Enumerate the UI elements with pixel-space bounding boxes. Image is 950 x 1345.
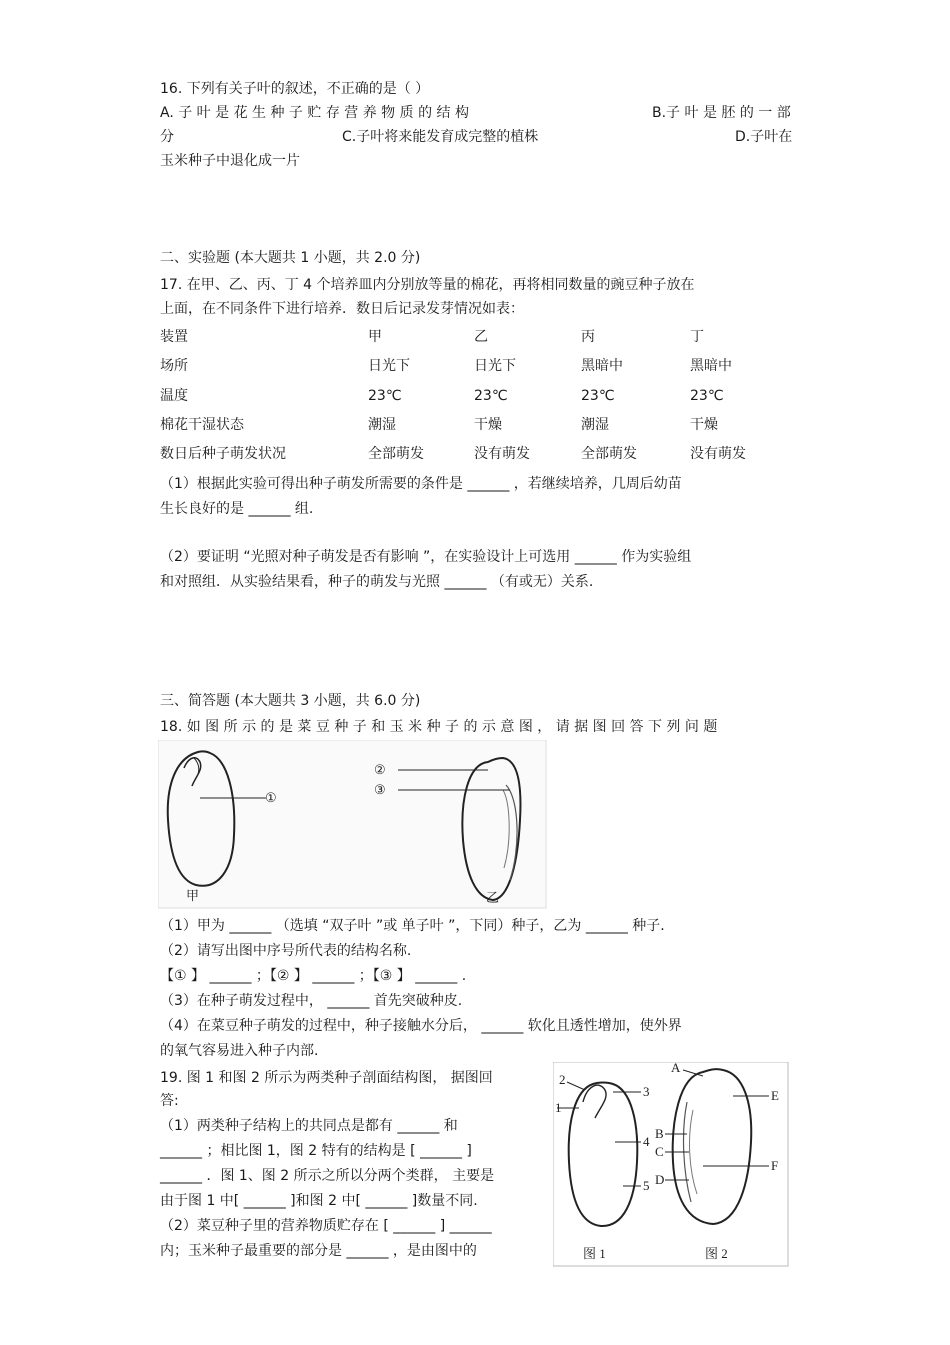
q16-option-d-continued: 玉米种子中退化成一片	[160, 153, 300, 169]
figure-frame	[553, 1062, 788, 1266]
label-2: 2	[559, 1072, 566, 1087]
table-cell: 干燥	[474, 417, 502, 433]
q19-line-1: 19. 图 1 和图 2 所示为两类种子剖面结构图， 据图回	[160, 1070, 493, 1086]
q17-part-2-line-2: 和对照组．从实验结果看，种子的萌发与光照 ______ （有或无）关系.	[160, 574, 594, 590]
caption-figure-2: 图 2	[705, 1246, 728, 1261]
table-cell: 装置	[160, 329, 188, 345]
table-cell: 潮湿	[368, 417, 396, 433]
q18-part-4-line-2: 的氧气容易进入种子内部.	[160, 1043, 319, 1059]
table-cell: 甲	[368, 329, 382, 345]
label-B: B	[655, 1126, 664, 1141]
q18-part-2-answers: 【① 】 ______ ；【② 】 ______ ；【③ 】 ______ .	[160, 968, 467, 984]
table-cell: 黑暗中	[690, 358, 732, 374]
label-5: 5	[643, 1178, 650, 1193]
table-cell: 没有萌发	[690, 446, 746, 462]
q16-option-c: C.子叶将来能发育成完整的植株	[342, 129, 539, 145]
table-cell: 场所	[160, 358, 188, 374]
q18-part-3: （3）在种子萌发过程中， ______ 首先突破种皮.	[160, 993, 463, 1009]
q16-stem: 16. 下列有关子叶的叙述，不正确的是（ ）	[160, 81, 430, 97]
section-3-heading: 三、简答题 (本大题共 3 小题，共 6.0 分)	[160, 693, 421, 709]
table-cell: 乙	[474, 329, 488, 345]
q17-stem-line-1: 17. 在甲、乙、丙、丁 4 个培养皿内分别放等量的棉花，再将相同数量的豌豆种子放在	[160, 277, 695, 293]
table-cell: 丁	[690, 329, 704, 345]
q19-line-6: 由于图 1 中[ ______ ]和图 2 中[ ______ ]数量不同.	[160, 1193, 478, 1209]
section-2-heading: 二、实验题 (本大题共 1 小题，共 2.0 分)	[160, 250, 421, 266]
table-cell: 全部萌发	[581, 446, 637, 462]
table-cell: 潮湿	[581, 417, 609, 433]
q19-line-8: 内；玉米种子最重要的部分是 ______ ，是由图中的	[160, 1243, 477, 1259]
q18-seed-figure	[158, 740, 548, 910]
table-cell: 23℃	[474, 388, 508, 404]
table-cell: 黑暗中	[581, 358, 623, 374]
q16-option-a: A. 子 叶 是 花 生 种 子 贮 存 营 养 物 质 的 结 构	[160, 105, 469, 121]
q18-part-2: （2）请写出图中序号所代表的结构名称.	[160, 943, 412, 959]
table-cell: 温度	[160, 388, 188, 404]
q18-part-1: （1）甲为 ______ （选填 “双子叶 ”或 单子叶 ”，下同）种子，乙为 ______ 种子.	[160, 918, 665, 934]
table-cell: 23℃	[368, 388, 402, 404]
label-D: D	[655, 1172, 665, 1187]
table-cell: 日光下	[474, 358, 516, 374]
q18-part-4-line-1: （4）在菜豆种子萌发的过程中，种子接触水分后， ______ 软化且透性增加，使外界	[160, 1018, 682, 1034]
q16-option-d: D.子叶在	[735, 129, 793, 145]
label-C: C	[655, 1144, 664, 1159]
label-1: 1	[555, 1100, 562, 1115]
label-E: E	[771, 1088, 779, 1103]
label-jia: 甲	[186, 888, 200, 903]
table-cell: 没有萌发	[474, 446, 530, 462]
label-4: 4	[643, 1134, 650, 1149]
label-F: F	[771, 1158, 779, 1173]
label-circled-2: ②	[374, 762, 386, 777]
table-cell: 干燥	[690, 417, 718, 433]
q17-part-1-line-1: （1）根据此实验可得出种子萌发所需要的条件是 ______ ，若继续培养，几周后幼苗	[160, 476, 682, 492]
table-cell: 日光下	[368, 358, 410, 374]
q17-stem-line-2: 上面，在不同条件下进行培养．数日后记录发芽情况如表：	[160, 301, 524, 317]
table-cell: 棉花干湿状态	[160, 417, 244, 433]
label-circled-1: ①	[265, 790, 277, 805]
label-A: A	[671, 1062, 681, 1075]
label-3: 3	[643, 1084, 650, 1099]
q19-seed-section-figure	[553, 1062, 790, 1268]
q18-stem: 18. 如 图 所 示 的 是 菜 豆 种 子 和 玉 米 种 子 的 示 意 图 ， 请 据 图 回 答 下 列 问 题	[160, 719, 718, 735]
label-yi: 乙	[486, 890, 500, 905]
q19-line-4: ______ ；相比图 1，图 2 特有的结构是 [ ______ ]	[160, 1143, 472, 1159]
q16-option-b-continued: 分	[160, 129, 174, 145]
table-cell: 全部萌发	[368, 446, 424, 462]
caption-figure-1: 图 1	[583, 1246, 606, 1261]
q19-line-7: （2）菜豆种子里的营养物质贮存在 [ ______ ] ______	[160, 1218, 492, 1234]
q19-line-5: ______ ．图 1、图 2 所示之所以分两个类群， 主要是	[160, 1168, 495, 1184]
table-cell: 丙	[581, 329, 595, 345]
table-cell: 23℃	[581, 388, 615, 404]
table-cell: 23℃	[690, 388, 724, 404]
q17-part-2-line-1: （2）要证明 “光照对种子萌发是否有影响 ”，在实验设计上可选用 ______ 作为实验组	[160, 549, 692, 565]
table-cell: 数日后种子萌发状况	[160, 446, 286, 462]
q19-line-2: 答:	[160, 1093, 179, 1109]
q19-line-3: （1）两类种子结构上的共同点是都有 ______ 和	[160, 1118, 458, 1134]
q17-part-1-line-2: 生长良好的是 ______ 组.	[160, 501, 314, 517]
q16-option-b: B.子 叶 是 胚 的 一 部	[652, 105, 791, 121]
label-circled-3: ③	[374, 782, 386, 797]
